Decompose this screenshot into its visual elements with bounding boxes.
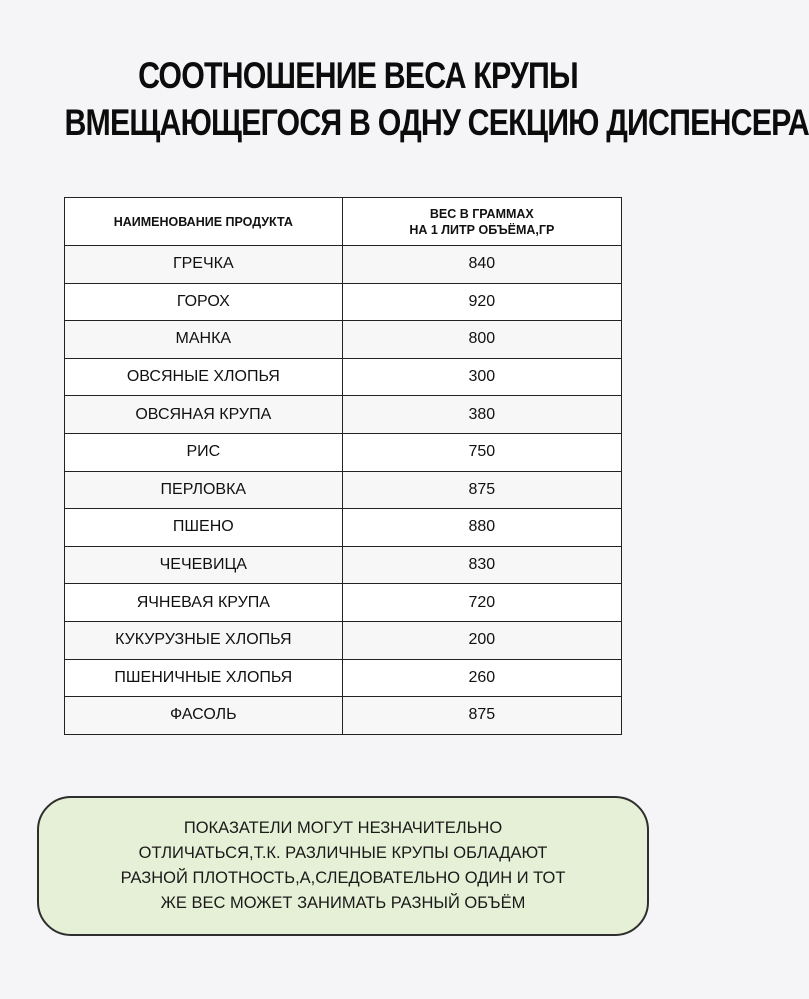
table-row bbox=[65, 584, 622, 622]
table-header bbox=[65, 198, 622, 246]
note-line-1: ПОКАЗАТЕЛИ МОГУТ НЕЗНАЧИТЕЛЬНО bbox=[183, 819, 503, 837]
column-header-weight-line-1: ВЕС В ГРАММАХ bbox=[429, 206, 534, 221]
table-row bbox=[65, 697, 622, 735]
product-name-cell: ПШЕНИЧНЫЕ ХЛОПЬЯ bbox=[65, 659, 343, 697]
density-note-text bbox=[63, 816, 623, 916]
table-row bbox=[65, 396, 622, 434]
table-body bbox=[65, 246, 622, 735]
column-header-weight bbox=[342, 198, 621, 246]
table-row bbox=[65, 471, 622, 509]
product-weight-cell: 800 bbox=[342, 321, 621, 359]
product-weight-cell: 260 bbox=[342, 659, 621, 697]
product-name-cell: ОВСЯНАЯ КРУПА bbox=[65, 396, 343, 434]
column-header-product-name: НАИМЕНОВАНИЕ ПРОДУКТА bbox=[65, 198, 343, 246]
product-name-cell: ГРЕЧКА bbox=[65, 246, 343, 284]
table-row bbox=[65, 509, 622, 547]
product-name-cell: ГОРОХ bbox=[65, 283, 343, 321]
product-weight-cell: 380 bbox=[342, 396, 621, 434]
product-weight-cell: 300 bbox=[342, 358, 621, 396]
table-header-row bbox=[65, 198, 622, 246]
product-name-cell: РИС bbox=[65, 433, 343, 471]
product-name-cell: ОВСЯНЫЕ ХЛОПЬЯ bbox=[65, 358, 343, 396]
product-name-cell: ПЕРЛОВКА bbox=[65, 471, 343, 509]
product-name-cell: ФАСОЛЬ bbox=[65, 697, 343, 735]
product-name-cell: ПШЕНО bbox=[65, 509, 343, 547]
product-weight-cell: 720 bbox=[342, 584, 621, 622]
product-weight-cell: 750 bbox=[342, 433, 621, 471]
product-weight-cell: 840 bbox=[342, 246, 621, 284]
table-row bbox=[65, 659, 622, 697]
title-line-2: ВМЕЩАЮЩЕГОСЯ В ОДНУ СЕКЦИЮ ДИСПЕНСЕРА bbox=[64, 102, 809, 143]
note-line-4: ЖЕ ВЕС МОЖЕТ ЗАНИМАТЬ РАЗНЫЙ ОБЪЁМ bbox=[160, 894, 526, 912]
weights-table-container bbox=[64, 197, 622, 735]
column-header-weight-line-2: НА 1 ЛИТР ОБЪЁМА,ГР bbox=[409, 222, 555, 237]
page-title bbox=[64, 52, 809, 146]
product-weight-cell: 200 bbox=[342, 621, 621, 659]
weights-table bbox=[64, 197, 622, 735]
table-row bbox=[65, 433, 622, 471]
product-weight-cell: 875 bbox=[342, 471, 621, 509]
note-line-3: РАЗНОЙ ПЛОТНОСТЬ,А,СЛЕДОВАТЕЛЬНО ОДИН И ТОТ bbox=[120, 869, 566, 887]
table-row bbox=[65, 358, 622, 396]
product-weight-cell: 830 bbox=[342, 546, 621, 584]
title-line-1: СООТНОШЕНИЕ ВЕСА КРУПЫ bbox=[138, 55, 578, 96]
product-weight-cell: 875 bbox=[342, 697, 621, 735]
table-row bbox=[65, 621, 622, 659]
product-weight-cell: 920 bbox=[342, 283, 621, 321]
density-note-box bbox=[37, 796, 649, 936]
note-line-2: ОТЛИЧАТЬСЯ,Т.К. РАЗЛИЧНЫЕ КРУПЫ ОБЛАДАЮТ bbox=[138, 844, 548, 862]
product-name-cell: КУКУРУЗНЫЕ ХЛОПЬЯ bbox=[65, 621, 343, 659]
product-name-cell: МАНКА bbox=[65, 321, 343, 359]
table-row bbox=[65, 283, 622, 321]
table-row bbox=[65, 546, 622, 584]
product-name-cell: ЧЕЧЕВИЦА bbox=[65, 546, 343, 584]
table-row bbox=[65, 321, 622, 359]
product-name-cell: ЯЧНЕВАЯ КРУПА bbox=[65, 584, 343, 622]
product-weight-cell: 880 bbox=[342, 509, 621, 547]
table-row bbox=[65, 246, 622, 284]
